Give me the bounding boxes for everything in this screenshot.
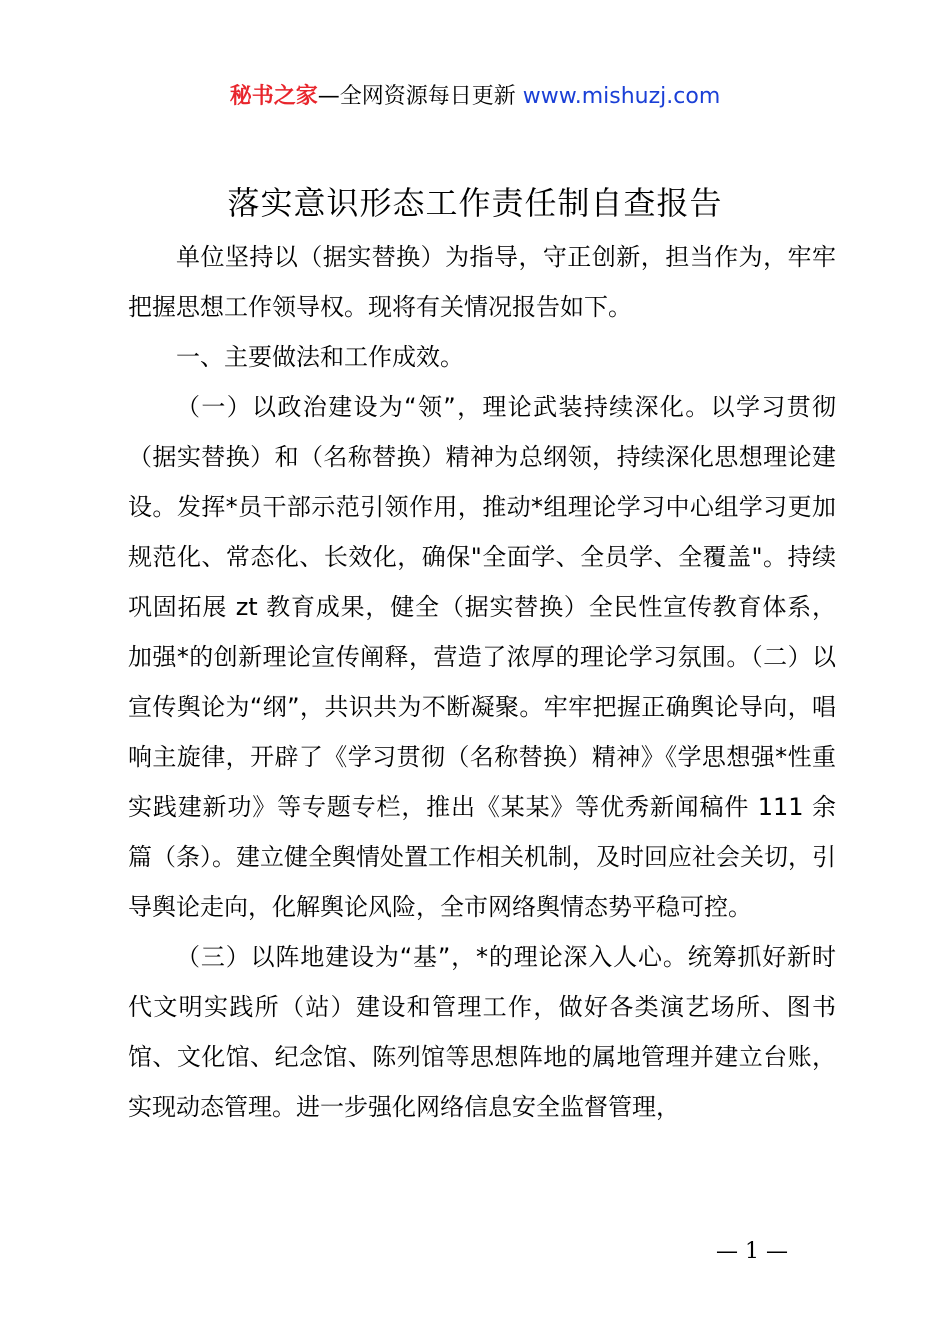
intro-paragraph: 单位坚持以（据实替换）为指导，守正创新，担当作为，牢牢把握思想工作领导权。现将有关情况报告如下。	[128, 243, 836, 321]
site-url-link[interactable]: www.mishuzj.com	[522, 84, 721, 109]
section-heading: 一、主要做法和工作成效。	[176, 343, 464, 371]
document-body	[128, 232, 836, 1132]
body-paragraph: （一）以政治建设为“领”，理论武装持续深化。以学习贯彻（据实替换）和（名称替换）精神为总纲领，持续深化思想理论建设。发挥*员干部示范引领作用，推动*组理论学习中心组学习更加规范化、常态化、长效化，确保"全面学、全员学、全覆盖"。持续巩固拓展 zt 教育成果，健全（据实替换）全民性宣传教育体系，加强*的创新理论宣传阐释，营造了浓厚的理论学习氛围。（二）以宣传舆论为“纲”，共识共为不断凝聚。牢牢把握正确舆论导向，唱响主旋律，开辟了《学习贯彻（名称替换）精神》《学思想强*性重实践建新功》等专题专栏，推出《某某》等优秀新闻稿件 111 余篇（条）。建立健全舆情处置工作相关机制，及时回应社会关切，引导舆论走向，化解舆论风险，全市网络舆情态势平稳可控。	[128, 393, 836, 921]
site-header	[0, 80, 950, 114]
document-title: 落实意识形态工作责任制自查报告	[227, 184, 723, 222]
body-paragraph: （三）以阵地建设为“基”，*的理论深入人心。统筹抓好新时代文明实践所（站）建设和管理工作，做好各类演艺场所、图书馆、文化馆、纪念馆、陈列馆等思想阵地的属地管理并建立台账，实现动态管理。进一步强化网络信息安全监督管理，	[128, 943, 836, 1121]
site-tagline: —全网资源每日更新	[317, 84, 516, 109]
page-number: — 1 —	[716, 1239, 788, 1264]
site-brand: 秘书之家	[229, 84, 318, 109]
